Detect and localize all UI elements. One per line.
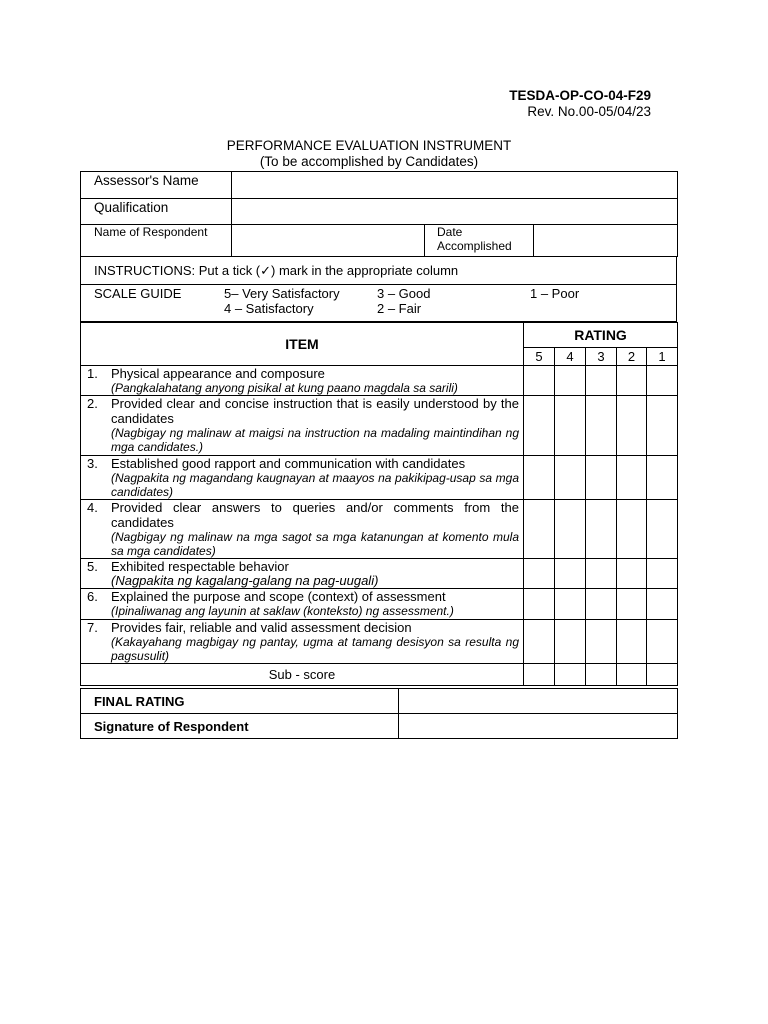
scale-4: 4 – Satisfactory [224, 301, 314, 316]
date-accomplished-field[interactable] [534, 225, 678, 257]
rating-checkbox-3[interactable] [586, 396, 617, 456]
item-text-tl: (Nagbigay ng malinaw at maigsi na instruction na madaling maintindihan ng mga candidates.) [111, 426, 519, 454]
info-table [80, 171, 678, 257]
item-number: 3. [87, 456, 98, 471]
signature-field[interactable] [399, 714, 678, 739]
scale-3: 3 – Good [377, 286, 431, 301]
rating-checkbox-2[interactable] [617, 500, 647, 559]
rating-checkbox-2[interactable] [617, 396, 647, 456]
item-number: 2. [87, 396, 98, 411]
item-header: ITEM [81, 323, 524, 366]
respondent-name-field[interactable] [232, 225, 425, 257]
item-text-tl: (Nagpakita ng kagalang-galang na pag-uugali) [111, 573, 379, 588]
item-text-en: Exhibited respectable behavior [111, 559, 289, 574]
rating-checkbox-3[interactable] [586, 559, 617, 589]
rating-checkbox-5[interactable] [524, 396, 555, 456]
rating-checkbox-5[interactable] [524, 500, 555, 559]
item-text-en: Physical appearance and composure [111, 366, 325, 381]
item-number: 5. [87, 559, 98, 574]
score-header-4: 4 [555, 348, 586, 366]
assessor-name-field[interactable] [232, 172, 678, 199]
date-accomplished-label [425, 225, 534, 257]
rating-checkbox-3[interactable] [586, 620, 617, 664]
item-cell [81, 559, 524, 589]
score-header-3: 3 [586, 348, 617, 366]
scale-guide [81, 285, 677, 322]
table-row [81, 589, 678, 620]
score-header-2: 2 [617, 348, 647, 366]
rating-checkbox-4[interactable] [555, 500, 586, 559]
final-rating-field[interactable] [399, 689, 678, 714]
instructions-text: INSTRUCTIONS: Put a tick (✓) mark in the appropriate column [81, 257, 677, 285]
rating-checkbox-1[interactable] [647, 396, 678, 456]
scale-1: 1 – Poor [530, 286, 580, 301]
table-row [81, 620, 678, 664]
title-main: PERFORMANCE EVALUATION INSTRUMENT [226, 138, 512, 153]
item-number: 4. [87, 500, 98, 515]
date-label-line1: Date [437, 225, 463, 239]
rating-checkbox-5[interactable] [524, 456, 555, 500]
item-cell [81, 620, 524, 664]
item-text-tl: (Nagbigay ng malinaw na mga sagot sa mga katanungan at komento mula sa mga candidates) [111, 530, 519, 558]
form-title [80, 138, 658, 170]
rating-checkbox-2[interactable] [617, 366, 647, 396]
rating-checkbox-4[interactable] [555, 396, 586, 456]
table-row [81, 456, 678, 500]
item-cell [81, 500, 524, 559]
item-cell [81, 366, 524, 396]
item-text-en: Established good rapport and communication with candidates [111, 456, 466, 471]
rating-checkbox-3[interactable] [586, 589, 617, 620]
item-text-tl: (Ipinaliwanag ang layunin at saklaw (konteksto) ng assessment.) [111, 604, 454, 618]
revision-number: Rev. No.00-05/04/23 [527, 104, 651, 119]
rating-checkbox-2[interactable] [617, 589, 647, 620]
table-row [81, 500, 678, 559]
scale-guide-label: SCALE GUIDE [94, 286, 182, 301]
rating-header: RATING [524, 323, 678, 348]
item-text-en: Provided clear answers to queries and/or comments from the candidates [111, 500, 519, 530]
final-rating-label: FINAL RATING [81, 689, 399, 714]
doc-code: TESDA-OP-CO-04-F29 [509, 88, 651, 103]
rating-checkbox-3[interactable] [586, 456, 617, 500]
rating-checkbox-4[interactable] [555, 366, 586, 396]
rating-checkbox-4[interactable] [555, 559, 586, 589]
rating-checkbox-5[interactable] [524, 559, 555, 589]
scale-2: 2 – Fair [377, 301, 422, 316]
qualification-label: Qualification [81, 199, 232, 225]
scale-5: 5– Very Satisfactory [224, 286, 340, 301]
item-text-en: Provided clear and concise instruction that is easily understood by the candidates [111, 396, 519, 426]
rating-checkbox-2[interactable] [617, 559, 647, 589]
score-header-5: 5 [524, 348, 555, 366]
item-text-en: Explained the purpose and scope (context) of assessment [111, 589, 446, 604]
rating-checkbox-4[interactable] [555, 589, 586, 620]
qualification-field[interactable] [232, 199, 678, 225]
rating-checkbox-2[interactable] [617, 620, 647, 664]
rating-checkbox-3[interactable] [586, 500, 617, 559]
subscore-field-5[interactable] [524, 664, 555, 686]
subscore-field-2[interactable] [617, 664, 647, 686]
item-text-tl: (Pangkalahatang anyong pisikal at kung paano magdala sa sarili) [111, 381, 458, 395]
rating-checkbox-1[interactable] [647, 500, 678, 559]
rating-checkbox-1[interactable] [647, 456, 678, 500]
subscore-field-1[interactable] [647, 664, 678, 686]
date-label-line2: Accomplished [437, 239, 512, 253]
title-sub: (To be accomplished by Candidates) [259, 154, 479, 169]
table-row [81, 366, 678, 396]
item-cell [81, 589, 524, 620]
rating-checkbox-1[interactable] [647, 620, 678, 664]
subscore-row [81, 664, 678, 686]
rating-checkbox-1[interactable] [647, 366, 678, 396]
score-header-1: 1 [647, 348, 678, 366]
instructions-table [80, 256, 677, 322]
rating-checkbox-1[interactable] [647, 589, 678, 620]
rating-checkbox-5[interactable] [524, 589, 555, 620]
subscore-label: Sub - score [81, 664, 524, 686]
rating-checkbox-1[interactable] [647, 559, 678, 589]
rating-checkbox-5[interactable] [524, 620, 555, 664]
subscore-field-3[interactable] [586, 664, 617, 686]
subscore-field-4[interactable] [555, 664, 586, 686]
final-table [80, 688, 678, 739]
item-text-tl: (Kakayahang magbigay ng pantay, ugma at tamang desisyon sa resulta ng pagsusulit) [111, 635, 519, 663]
respondent-name-label: Name of Respondent [81, 225, 232, 257]
item-number: 1. [87, 366, 98, 381]
item-number: 7. [87, 620, 98, 635]
table-row [81, 559, 678, 589]
rating-checkbox-4[interactable] [555, 456, 586, 500]
rating-checkbox-3[interactable] [586, 366, 617, 396]
item-text-tl: (Nagpakita ng magandang kaugnayan at maayos na pakikipag-usap sa mga candidates) [111, 471, 519, 499]
item-number: 6. [87, 589, 98, 604]
document-number [509, 88, 651, 120]
item-cell [81, 456, 524, 500]
table-row [81, 396, 678, 456]
rating-table [80, 322, 678, 686]
signature-label: Signature of Respondent [81, 714, 399, 739]
assessor-name-label: Assessor's Name [81, 172, 232, 199]
rating-checkbox-4[interactable] [555, 620, 586, 664]
item-text-en: Provides fair, reliable and valid assessment decision [111, 620, 412, 635]
rating-checkbox-2[interactable] [617, 456, 647, 500]
item-cell [81, 396, 524, 456]
rating-checkbox-5[interactable] [524, 366, 555, 396]
